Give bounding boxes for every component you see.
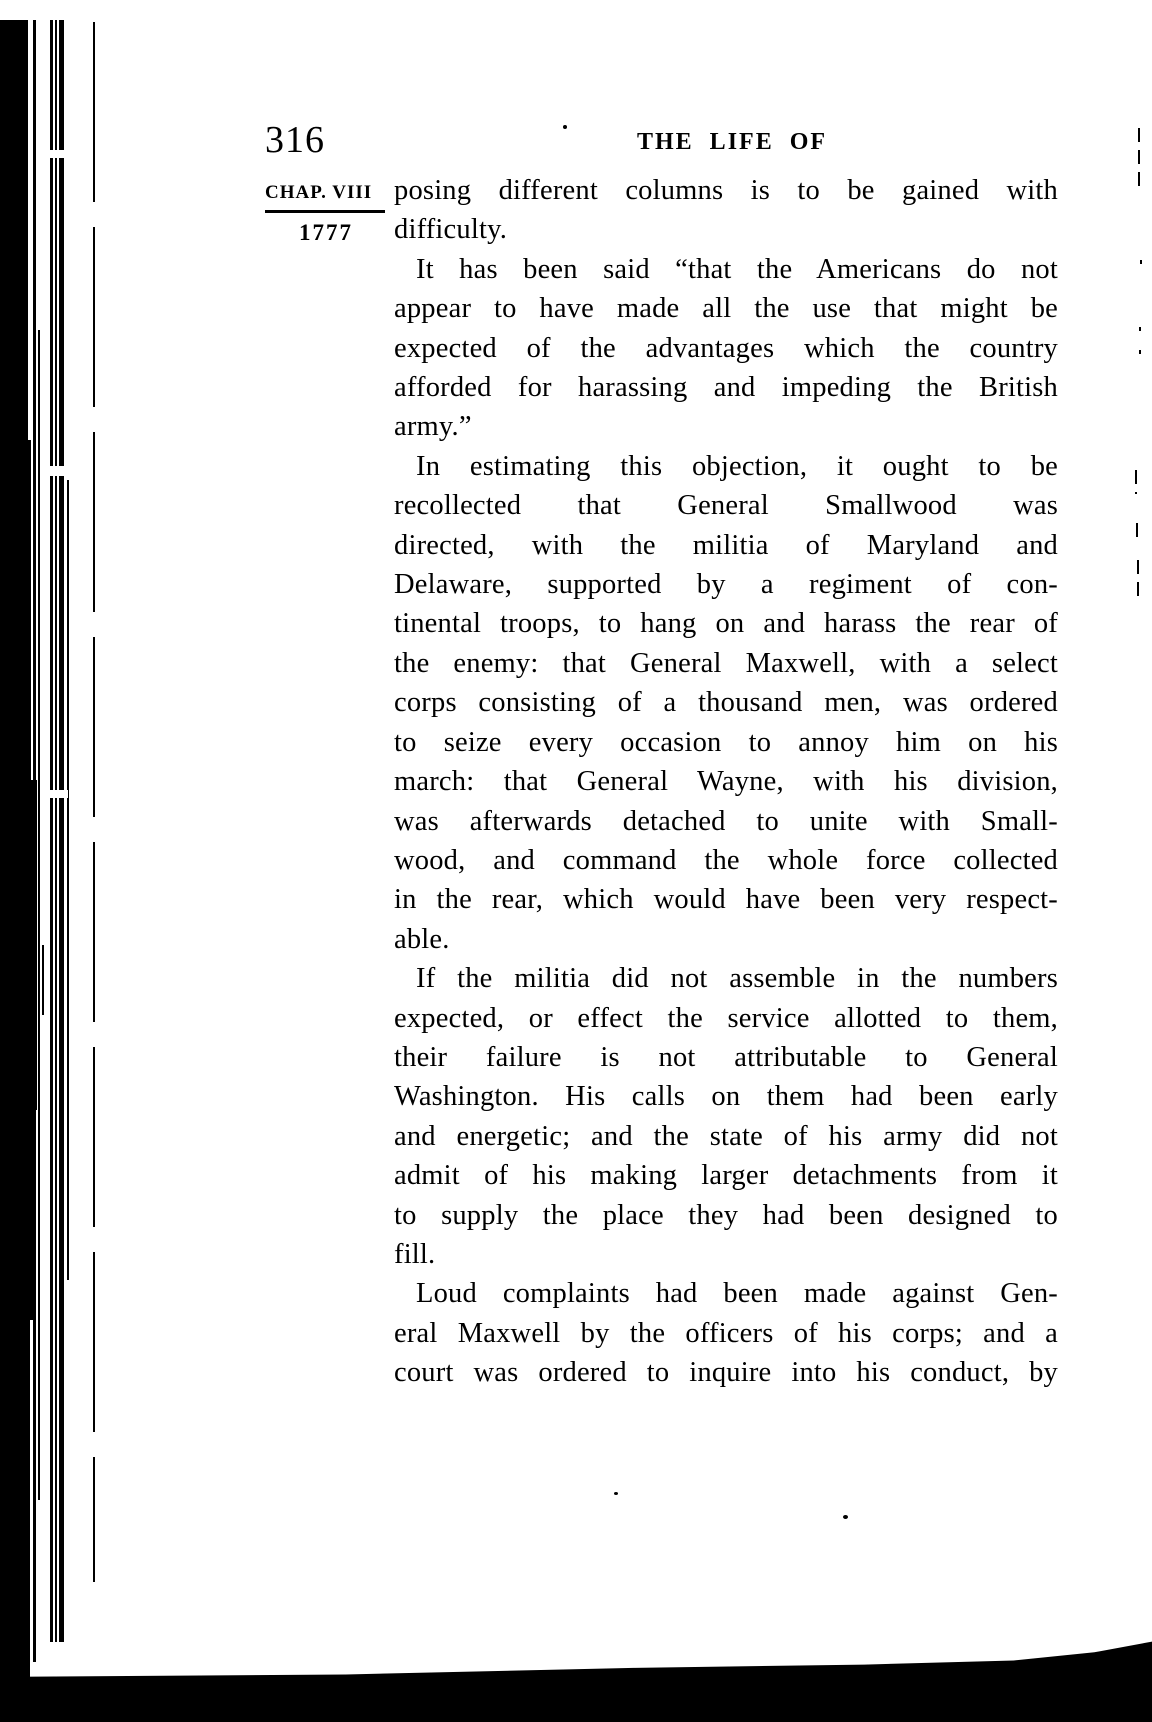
paragraph xyxy=(394,250,1058,447)
text-line: the enemy: that General Maxwell, with a select xyxy=(394,647,1058,679)
text-line: march: that General Wayne, with his division, xyxy=(394,766,1058,798)
text-line: their failure is not attributable to General xyxy=(394,1041,1058,1073)
paragraph xyxy=(394,959,1058,1274)
text-line: difficulty. xyxy=(394,214,508,246)
text-line: expected, or effect the service allotted to them, xyxy=(394,1002,1058,1034)
scan-artifact-dot xyxy=(1139,350,1141,354)
text-line: and energetic; and the state of his army did not xyxy=(394,1120,1058,1152)
scan-artifact-bottom-bar xyxy=(0,1640,1152,1722)
text-line: in the rear, which would have been very respect- xyxy=(394,884,1058,916)
scan-artifact-speck xyxy=(843,1515,848,1519)
text-line: appear to have made all the use that might be xyxy=(394,293,1058,325)
running-title: THE LIFE OF xyxy=(637,129,828,155)
year-label: 1777 xyxy=(299,220,353,245)
text-line: corps consisting of a thousand men, was ordered xyxy=(394,687,1058,719)
text-line: to seize every occasion to annoy him on his xyxy=(394,726,1058,758)
text-line: expected of the advantages which the country xyxy=(394,332,1058,364)
scan-artifact-gap xyxy=(48,150,68,158)
scan-artifact-line xyxy=(93,22,95,1582)
scan-artifact-binding-bar xyxy=(0,1060,33,1320)
text-line: was afterwards detached to unite with Small- xyxy=(394,805,1058,837)
text-line: posing different columns is to be gained with xyxy=(394,175,1058,206)
text-line: Delaware, supported by a regiment of con- xyxy=(394,569,1058,601)
text-line: wood, and command the whole force collected xyxy=(394,844,1058,876)
scan-artifact-line xyxy=(33,20,36,1662)
scan-artifact-gap xyxy=(48,466,70,476)
paragraph xyxy=(394,1274,1058,1392)
paragraph xyxy=(394,447,1058,959)
scan-artifact-dot xyxy=(1140,260,1142,264)
chapter-label: CHAP. VIII xyxy=(265,182,373,203)
text-line: directed, with the militia of Maryland and xyxy=(394,529,1058,561)
text-line: admit of his making larger detachments from it xyxy=(394,1160,1058,1192)
text-line: Loud complaints had been made against Gen- xyxy=(416,1278,1058,1310)
scan-artifact-dash xyxy=(1135,470,1137,494)
scan-artifact-line-cluster xyxy=(50,20,66,1642)
text-line: fill. xyxy=(394,1238,436,1270)
text-line: afforded for harassing and impeding the British xyxy=(394,372,1058,404)
scan-artifact-speck xyxy=(563,125,567,129)
scan-artifact-line xyxy=(67,480,69,1280)
text-line: It has been said “that the Americans do not xyxy=(416,253,1058,285)
scan-artifact-dash xyxy=(1136,523,1138,545)
scan-artifact-line xyxy=(38,330,40,1500)
scan-artifact-ticks xyxy=(38,945,46,1015)
text-line: In estimating this objection, it ought to be xyxy=(416,450,1058,482)
text-line: tinental troops, to hang on and harass the rear of xyxy=(394,608,1058,640)
text-line: able. xyxy=(394,923,450,955)
scan-artifact-dash xyxy=(1138,128,1140,190)
scan-artifact-gap xyxy=(48,790,68,798)
paragraph xyxy=(394,171,1058,250)
text-line: recollected that General Smallwood was xyxy=(394,490,1058,522)
text-line: eral Maxwell by the officers of his corps; and a xyxy=(394,1317,1058,1349)
text-line: Washington. His calls on them had been early xyxy=(394,1081,1058,1113)
margin-note xyxy=(265,183,387,244)
text-line: army.” xyxy=(394,411,472,443)
page-number: 316 xyxy=(265,119,325,161)
scan-artifact-dash xyxy=(1137,560,1139,598)
scan-artifact-dot xyxy=(1139,327,1141,331)
text-line: If the militia did not assemble in the numbers xyxy=(416,963,1058,995)
text-line: court was ordered to inquire into his conduct, by xyxy=(394,1357,1058,1389)
body-text xyxy=(394,171,1058,1393)
text-line: to supply the place they had been designed to xyxy=(394,1199,1058,1231)
scan-artifact-binding-bar xyxy=(0,1320,30,1680)
scan-artifact-speck xyxy=(614,1492,618,1495)
margin-rule xyxy=(265,210,385,213)
